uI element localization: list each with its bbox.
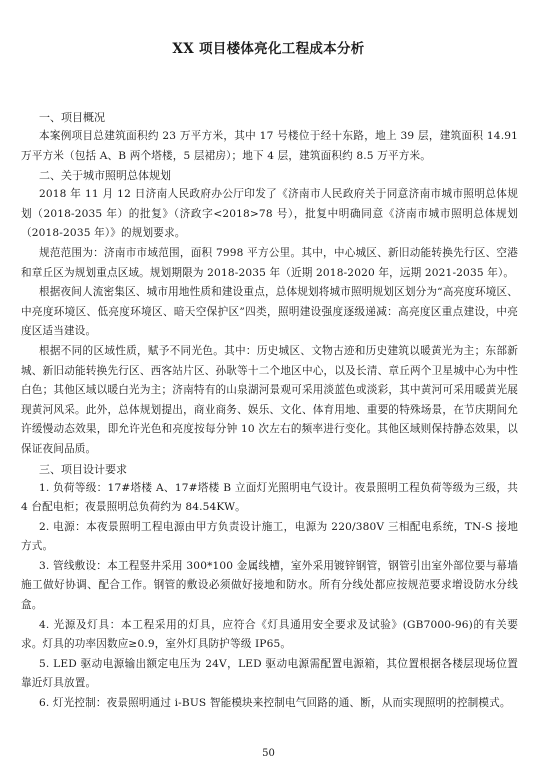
section-project-overview	[21, 108, 518, 166]
document-body	[21, 108, 518, 714]
paragraph: 2018 年 11 月 12 日济南人民政府办公厅印发了《济南市人民政府关于同意济南市城市照明总体规划（2018-2035 年）的批复》（济政字<2018>78 号），批复中明确同意《济南市城市照明总体规划（2018-2035 年）》的规划要求。	[21, 188, 518, 240]
page-number: 50	[262, 748, 275, 759]
paragraph: 1. 负荷等级：17#塔楼 A、17#塔楼 B 立面灯光照明电气设计。夜景照明工程负荷等级为三级，共 4 台配电柜；夜景照明总负荷约为 84.54KW。	[21, 481, 518, 514]
paragraph: 根据不同的区域性质，赋予不同光色。其中：历史城区、文物古迹和历史建筑以暖黄光为主；东部新城、新旧动能转换先行区、西客站片区、孙耿等十二个地区中心，以及长清、章丘两个卫星城中心为中性白色；其他区域以暖白光为主；济南特有的山泉湖河景观可采用淡蓝色或淡彩，其中黄河可采用暖黄光展现黄河风采。此外，总体规划提出，商业商务、娱乐、文化、体育用地、重要的特殊场景，在节庆期间允许缓慢动态效果，即允许光色和亮度按每分钟 10 次左右的频率进行变化。其他区域则保持静态效果，以保证夜间品质。	[21, 344, 518, 455]
section-design-requirements	[21, 460, 518, 714]
section-heading: 二、关于城市照明总体规划	[39, 169, 171, 183]
paragraph: 5. LED 驱动电源输出额定电压为 24V，LED 驱动电源需配置电源箱，其位置根据各楼层现场位置靠近灯具放置。	[21, 657, 518, 690]
paragraph: 4. 光源及灯具：本工程采用的灯具，应符合《灯具通用安全要求及试验》(GB7000-96)的有关要求。灯具的功率因数应≥0.9，室外灯具防护等级 IP65。	[21, 618, 518, 651]
paragraph: 根据夜间人流密集区、城市用地性质和建设重点，总体规划将城市照明规划区划分为“高亮度环境区、中亮度环境区、低亮度环境区、暗天空保护区”四类，照明建设强度逐级递减：高亮度区重点建设，中亮度区适当建设。	[21, 286, 518, 338]
section-lighting-plan	[21, 166, 518, 459]
paragraph: 3. 管线敷设：本工程竖井采用 300*100 金属线槽，室外采用镀锌钢管，钢管引出室外部位要与幕墙施工做好协调、配合工作。钢管的敷设必须做好接地和防水。所有分线处都应按规范要求增设防水分线盒。	[21, 559, 518, 612]
section-heading: 一、项目概况	[39, 111, 105, 124]
paragraph: 本案例项目总建筑面积约 23 万平方米，其中 17 号楼位于经十东路，地上 39 层，建筑面积 14.91 万平方米（包括 A、B 两个塔楼，5 层裙房）；地下 4 层，建筑面积约 8.5 万平方米。	[21, 130, 518, 162]
paragraph: 6. 灯光控制：夜景照明通过 i-BUS 智能模块来控制电气回路的通、断，从而实现照明的控制模式。	[39, 697, 511, 710]
paragraph: 规范范围为：济南市市域范围，面积 7998 平方公里。其中，中心城区、新旧动能转换先行区、空港和章丘区为规划重点区域。规划期限为 2018-2035 年（近期 2018-2020 年，远期 2021-2035 年）。	[21, 246, 518, 279]
section-heading: 三、项目设计要求	[39, 462, 127, 476]
paragraph: 2. 电源：本夜景照明工程电源由甲方负责设计施工，电源为 220/380V 三相配电系统，TN-S 接地方式。	[21, 520, 518, 553]
document-title: XX 项目楼体亮化工程成本分析	[172, 41, 365, 57]
